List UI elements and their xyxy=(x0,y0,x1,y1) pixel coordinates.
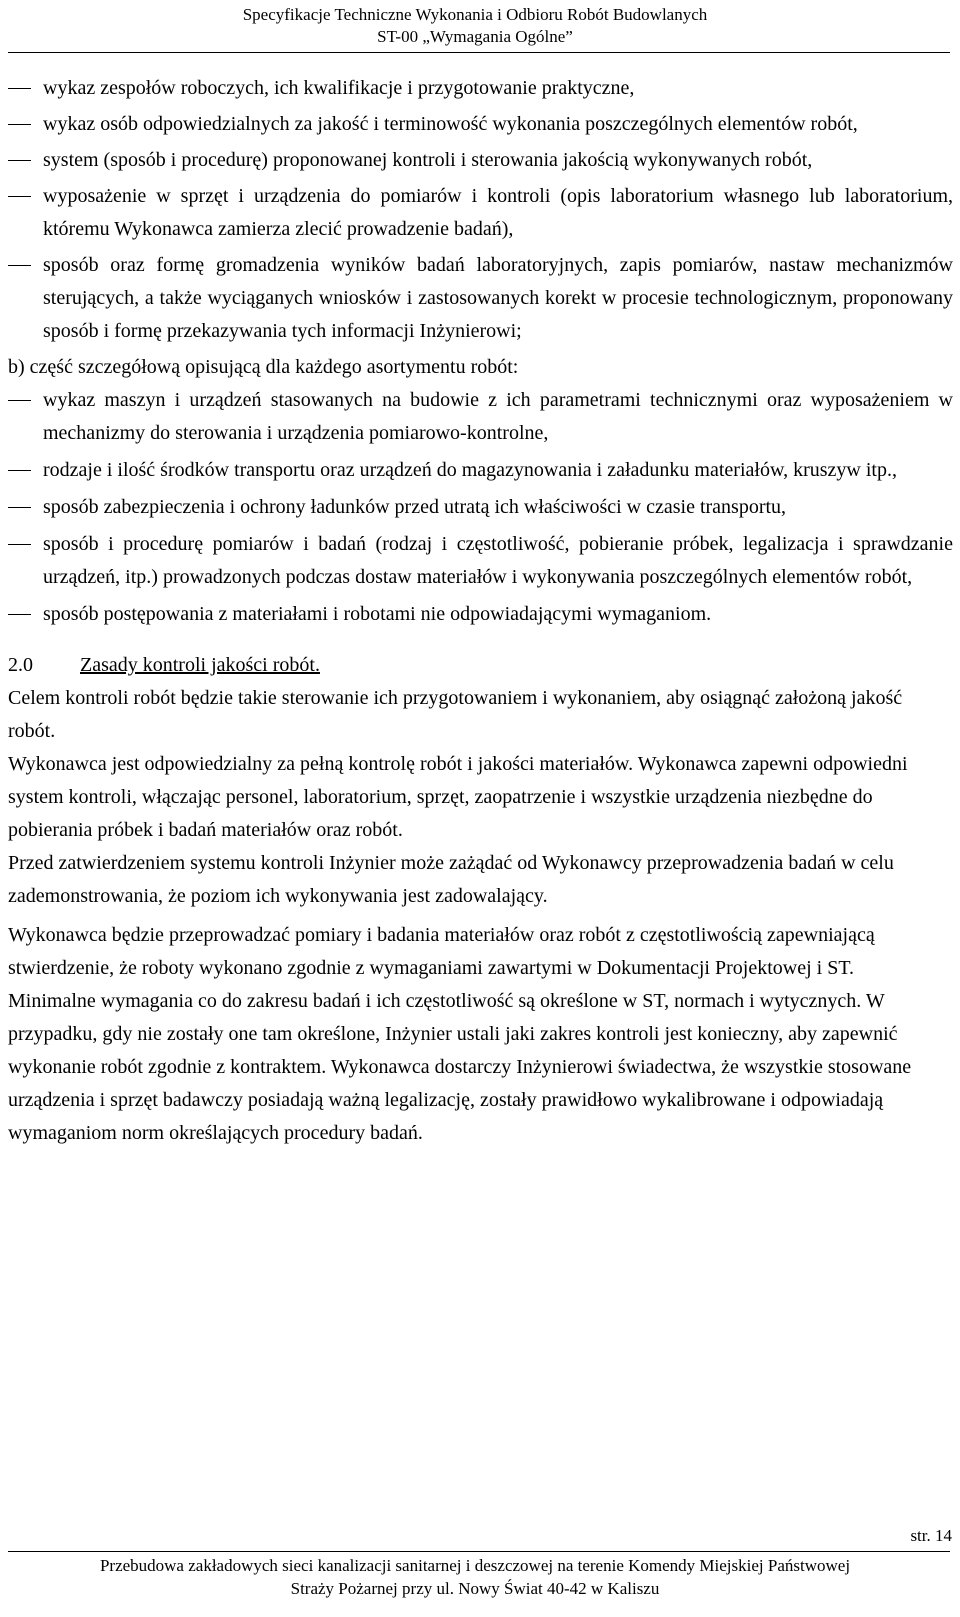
page-footer xyxy=(0,1554,950,1600)
header-divider xyxy=(8,52,950,53)
footer-divider xyxy=(8,1551,950,1552)
paragraph: Wykonawca będzie przeprowadzać pomiary i badania materiałów oraz robót z częstotliwością zapewniającą stwierdzenie, że roboty wykonano zgodnie z wymaganiami zawartymi w Dokumentacji Projektowej i ST. xyxy=(8,924,875,979)
paragraph: Wykonawca jest odpowiedzialny za pełną kontrolę robót i jakości materiałów. Wykonawca zapewni odpowiedni system kontroli, włączając personel, laboratorium, sprzęt, zaopatrzenie i wszystkie urządzenia niezbędne do pobierania próbek i badań materiałów oraz robót. xyxy=(8,753,908,841)
list-item: wyposażenie w sprzęt i urządzenia do pomiarów i kontroli (opis laboratorium własnego lub laboratorium, któremu Wykonawca zamierza zlecić prowadzenie badań), xyxy=(8,180,953,246)
list-item: rodzaje i ilość środków transportu oraz urządzeń do magazynowania i załadunku materiałów, kruszyw itp., xyxy=(8,454,953,487)
dash-bullet-icon xyxy=(8,614,31,615)
dash-bullet-icon xyxy=(8,507,31,508)
document-body xyxy=(8,72,953,1150)
list-item: wykaz osób odpowiedzialnych za jakość i terminowość wykonania poszczególnych elementów robót, xyxy=(8,108,953,141)
section-heading xyxy=(8,649,953,682)
dash-bullet-icon xyxy=(8,124,31,125)
section-number: 2.0 xyxy=(8,654,33,676)
paragraph: Przed zatwierdzeniem systemu kontroli Inżynier może zażądać od Wykonawcy przeprowadzenia badań w celu zademonstrowania, że poziom ich wykonywania jest zadowalający. xyxy=(8,852,894,907)
header-line-2: ST-00 „Wymagania Ogólne” xyxy=(377,27,573,46)
dash-bullet-icon xyxy=(8,265,31,266)
dash-bullet-icon xyxy=(8,470,31,471)
part-b-label: b) część szczegółową opisującą dla każdego asortymentu robót: xyxy=(8,356,519,378)
list-item: wykaz maszyn i urządzeń stasowanych na budowie z ich parametrami technicznymi oraz wyposażeniem w mechanizmy do sterowania i urządzenia pomiarowo-kontrolne, xyxy=(8,384,953,450)
list-item: wykaz zespołów roboczych, ich kwalifikacje i przygotowanie praktyczne, xyxy=(8,72,953,105)
footer-line-1: Przebudowa zakładowych sieci kanalizacji sanitarnej i deszczowej na terenie Komendy Miejskiej Państwowej xyxy=(99,1556,851,1575)
dash-bullet-icon xyxy=(8,88,31,89)
list-item: sposób oraz formę gromadzenia wyników badań laboratoryjnych, zapis pomiarów, nastaw mechanizmów sterujących, a także wyciąganych wniosków i zastosowanych korekt w procesie technologicznym, proponowany sposób i formę przekazywania tych informacji Inżynierowi; xyxy=(8,249,953,348)
paragraph: Minimalne wymagania co do zakresu badań i ich częstotliwość są określone w ST, normach i wytycznych. W przypadku, gdy nie zostały one tam określone, Inżynier ustali jaki zakres kontroli jest konieczny, aby zapewnić wykonanie robót zgodnie z kontraktem. Wykonawca dostarczy Inżynierowi świadectwa, że wszystkie stosowane urządzenia i sprzęt badawczy posiadają ważną legalizację, zostały prawidłowo wykalibrowane i odpowiadają wymaganiom norm określających procedury badań. xyxy=(8,990,912,1144)
list-item: sposób i procedurę pomiarów i badań (rodzaj i częstotliwość, pobieranie próbek, legalizacja i sprawdzanie urządzeń, itp.) prowadzonych podczas dostaw materiałów i wykonywania poszczególnych elementów robót, xyxy=(8,528,953,594)
list-b xyxy=(8,384,953,631)
dash-bullet-icon xyxy=(8,160,31,161)
page-header xyxy=(0,4,950,48)
dash-bullet-icon xyxy=(8,400,31,401)
list-item: sposób zabezpieczenia i ochrony ładunków przed utratą ich właściwości w czasie transportu, xyxy=(8,491,953,524)
paragraph: Celem kontroli robót będzie takie sterowanie ich przygotowaniem i wykonaniem, aby osiągnąć założoną jakość robót. xyxy=(8,687,903,742)
section-title: Zasady kontroli jakości robót. xyxy=(80,654,320,676)
dash-bullet-icon xyxy=(8,544,31,545)
list-item: sposób postępowania z materiałami i robotami nie odpowiadającymi wymaganiom. xyxy=(8,598,953,631)
dash-bullet-icon xyxy=(8,196,31,197)
page-number: str. 14 xyxy=(910,1526,952,1545)
header-line-1: Specyfikacje Techniczne Wykonania i Odbioru Robót Budowlanych xyxy=(242,5,708,24)
footer-line-2: Straży Pożarnej przy ul. Nowy Świat 40-42 w Kaliszu xyxy=(290,1579,660,1598)
list-a xyxy=(8,72,953,348)
list-item: system (sposób i procedurę) proponowanej kontroli i sterowania jakością wykonywanych robót, xyxy=(8,144,953,177)
